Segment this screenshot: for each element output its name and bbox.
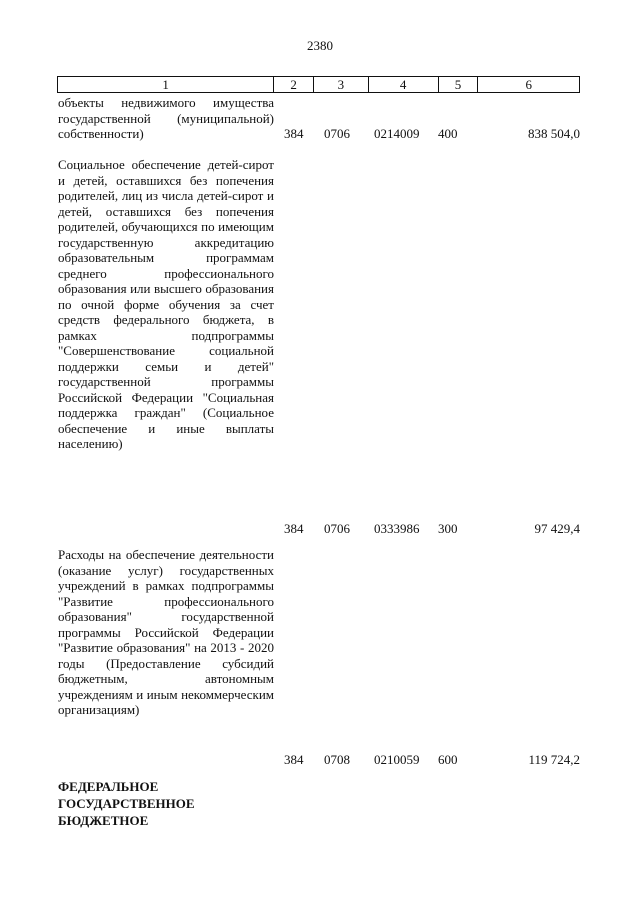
table-row — [58, 95, 580, 143]
row-amount: 119 724,2 — [528, 752, 580, 767]
row-description: объекты недвижимого имущества государственной (муниципальной) собственности) — [58, 95, 274, 141]
row-amount: 97 429,4 — [534, 521, 580, 536]
row-ministry-code: 384 — [284, 521, 304, 536]
table-row — [58, 157, 580, 537]
column-header-1: 1 — [58, 77, 274, 92]
row-target-code: 0210059 — [374, 752, 420, 767]
row-expense-type: 600 — [438, 752, 458, 767]
column-header-6: 6 — [525, 77, 532, 92]
row-ministry-code: 384 — [284, 126, 304, 141]
column-header-4: 4 — [369, 77, 439, 92]
row-ministry-code: 384 — [284, 752, 304, 767]
row-target-code: 0214009 — [374, 126, 420, 141]
row-expense-type: 300 — [438, 521, 458, 536]
row-amount: 838 504,0 — [528, 126, 580, 141]
column-header-3: 3 — [314, 77, 369, 92]
row-section-code: 0706 — [324, 521, 350, 536]
row-section-code: 0708 — [324, 752, 350, 767]
section-heading: ФЕДЕРАЛЬНОЕ ГОСУДАРСТВЕННОЕ БЮДЖЕТНОЕ — [58, 779, 195, 828]
column-header-5: 5 — [439, 77, 479, 92]
row-expense-type: 400 — [438, 126, 458, 141]
row-description: Расходы на обеспечение деятельности (оказание услуг) государственных учреждений в рамках подпрограммы "Развитие профессионального образования" государственной программы Российской Федерации "Развитие образования" на 2013 - 2020 годы (Предоставление субсидий бюджетным, автономным учреждениям и иным некоммерческим организациям) — [58, 547, 274, 717]
page-number: 2380 — [307, 38, 333, 53]
row-section-code: 0706 — [324, 126, 350, 141]
column-header-2: 2 — [274, 77, 314, 92]
table-header — [57, 76, 580, 93]
row-description: Социальное обеспечение детей-сирот и детей, оставшихся без попечения родителей, лиц из числа детей-сирот и детей, оставшихся без попечения родителей, обучающихся по имеющим государственную аккредитацию образовательным программам среднего профессионального образования или высшего образования по очной форме обучения за счет средств федерального бюджета, в рамках подпрограммы "Совершенствование социальной поддержки семьи и детей" государственной программы Российской Федерации "Социальная поддержка граждан" (Социальное обеспечение и иные выплаты населению) — [58, 157, 274, 451]
row-target-code: 0333986 — [374, 521, 420, 536]
table-row — [58, 547, 580, 767]
